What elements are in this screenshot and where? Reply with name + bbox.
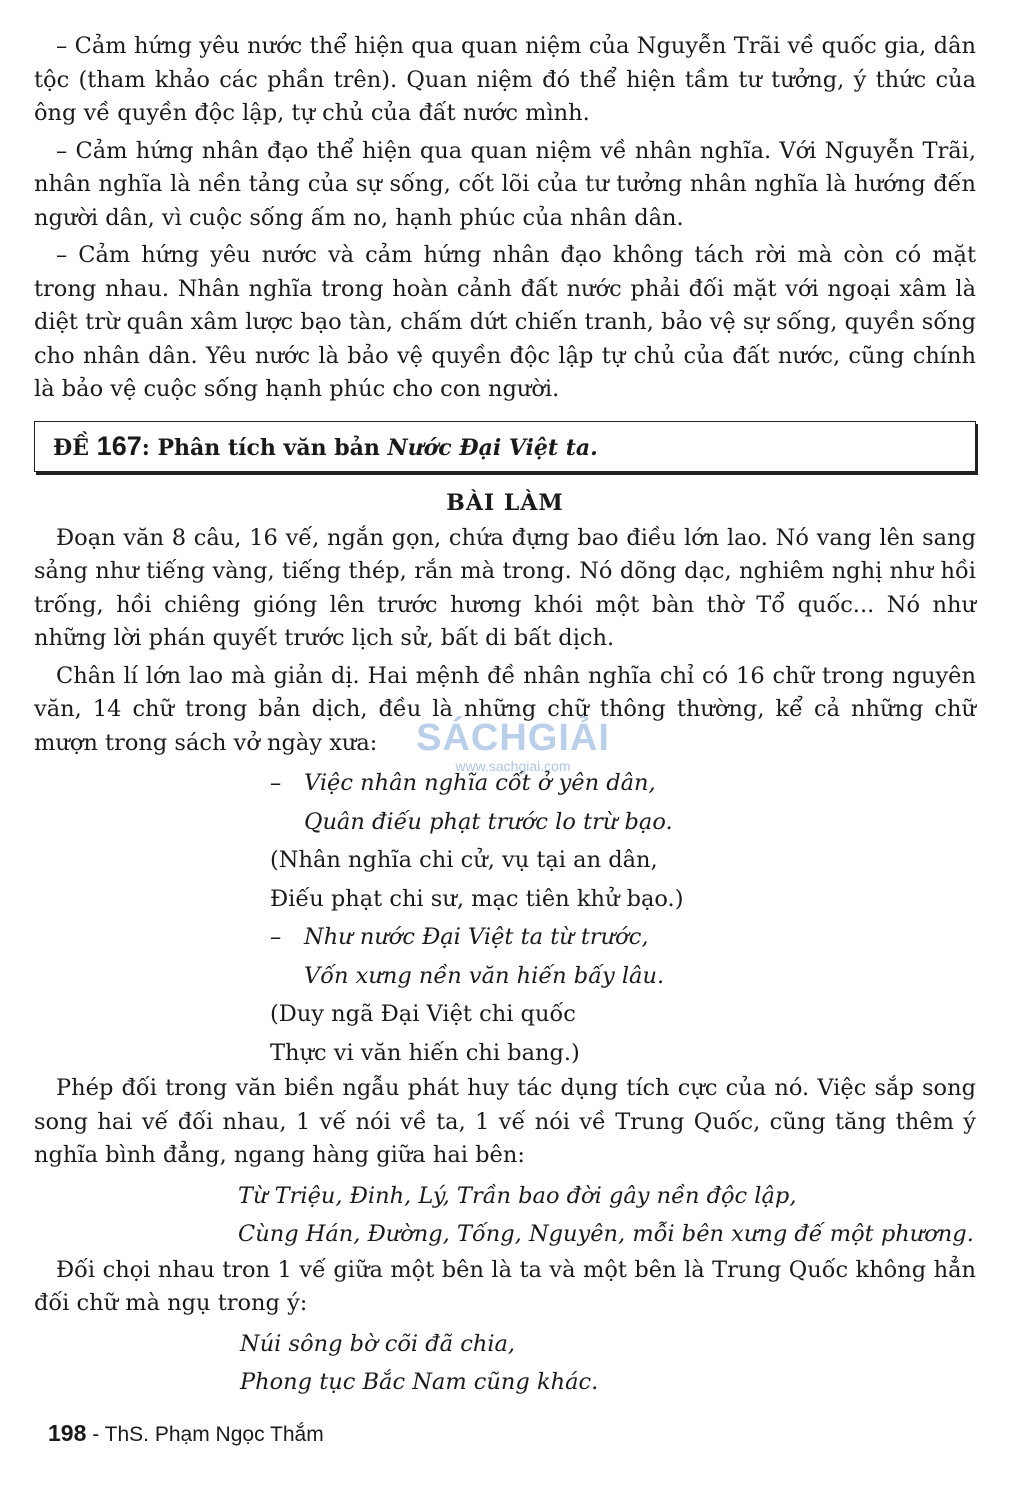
body-paragraph-3: Phép đối trong văn biền ngẫu phát huy tác dụng tích cực của nó. Việc sắp song song hai vế đối nhau, 1 vế nói về ta, 1 vế nói về Trung Quốc, cũng tăng thêm ý nghĩa bình đẳng, ngang hàng giữa hai bên: (34, 1075, 976, 1168)
footer-author: ThS. Phạm Ngọc Thắm (104, 1423, 324, 1446)
verse-quote-1 (34, 764, 976, 1072)
body-paragraph-4: Đối chọi nhau tron 1 vế giữa một bên là ta và một bên là Trung Quốc không hẳn đối chữ mà ngụ trong ý: (34, 1256, 976, 1316)
verse-line: Từ Triệu, Đinh, Lý, Trần bao đời gây nền độc lập, (238, 1182, 797, 1209)
document-page (34, 30, 976, 1402)
verse-quote-2 (34, 1177, 976, 1254)
verse-line: (Nhân nghĩa chi cử, vụ tại an dân, (270, 847, 658, 873)
verse-line: Thực vi văn hiến chi bang.) (270, 1039, 580, 1066)
intro-paragraph-1: – Cảm hứng yêu nước thể hiện qua quan niệm của Nguyễn Trãi về quốc gia, dân tộc (tham khảo các phần trên). Quan niệm đó thể hiện tầm tư tưởng, ý thức của ông về quyền độc lập, tự chủ của đất nước mình. (34, 33, 976, 126)
verse-line: Phong tục Bắc Nam cũng khác. (240, 1369, 599, 1395)
heading-label: ĐỀ (53, 434, 89, 461)
verse-quote-3 (34, 1325, 976, 1402)
verse-line: Vốn xưng nền văn hiến bấy lâu. (304, 962, 665, 989)
intro-paragraph-3: – Cảm hứng yêu nước và cảm hứng nhân đạo không tách rời mà còn có mặt trong nhau. Nhân nghĩa trong hoàn cảnh đất nước phải đối mặt với ngoại xâm là diệt trừ quân xâm lược bạo tàn, chấm dứt chiến tranh, bảo vệ sự sống, quyền sống cho nhân dân. Yêu nước là bảo vệ quyền độc lập tự chủ của đất nước, cũng chính là bảo vệ cuộc sống hạnh phúc cho con người. (34, 242, 976, 402)
section-title: BÀI LÀM (446, 489, 564, 516)
heading-text: : Phân tích văn bản (141, 434, 388, 461)
verse-dash: – (270, 770, 282, 796)
verse-line: – Việc nhân nghĩa cốt ở yên dân, (270, 764, 976, 803)
watermark-logo: SÁCHGIẢI (416, 717, 610, 759)
verse-line: Điếu phạt chi sư, mạc tiên khử bạo.) (270, 885, 684, 912)
page-number: 198 (48, 1420, 87, 1446)
verse-line: – Như nước Đại Việt ta từ trước, (270, 918, 976, 957)
intro-paragraph-2: – Cảm hứng nhân đạo thể hiện qua quan niệm về nhân nghĩa. Với Nguyễn Trãi, nhân nghĩa là nền tảng của sự sống, cốt lõi của tư tưởng nhân nghĩa là hướng đến người dân, vì cuộc sống ấm no, hạnh phúc của nhân dân. (34, 137, 976, 231)
verse-line: Cùng Hán, Đường, Tống, Nguyên, mỗi bên xưng đế một phương. (238, 1221, 974, 1247)
exercise-heading (34, 421, 976, 472)
verse-dash: – (270, 924, 282, 950)
heading-title: Nước Đại Việt ta. (387, 434, 598, 461)
verse-line: Quân điếu phạt trước lo trừ bạo. (304, 808, 673, 835)
body-paragraph-2: Chân lí lớn lao mà giản dị. Hai mệnh đề nhân nghĩa chỉ có 16 chữ trong nguyên văn, 14 chữ trong bản dịch, đều là những chữ thông thường, kể cả những chữ mượn trong sách vở ngày xưa: (34, 662, 976, 756)
body-paragraph-1: Đoạn văn 8 câu, 16 vế, ngắn gọn, chứa đựng bao điều lớn lao. Nó vang lên sang sảng như tiếng vàng, tiếng thép, rắn mà trong. Nó dõng dạc, nghiêm nghị như hồi trống, hồi chiêng gióng lên trước hương khói một bàn thờ Tổ quốc... Nó như những lời phán quyết trước lịch sử, bất di bất dịch. (34, 524, 976, 651)
watermark-url: www.sachgiai.com (455, 758, 571, 774)
page-footer (48, 1420, 324, 1447)
verse-line: Núi sông bờ cõi đã chia, (240, 1330, 516, 1357)
footer-separator: - (86, 1423, 105, 1446)
verse-line: (Duy ngã Đại Việt chi quốc (270, 1001, 576, 1027)
heading-number: 167 (96, 430, 142, 461)
